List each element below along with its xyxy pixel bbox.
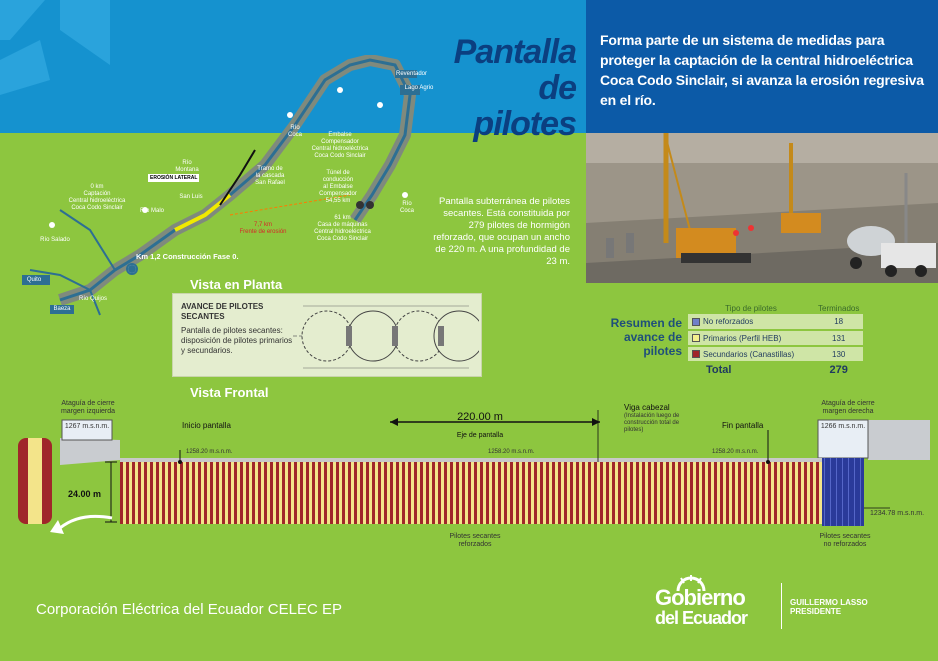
elev-1: 1258.20 m.s.n.m. (186, 449, 233, 455)
map-label-embalse: Embalse Compensador Central hidroeléctrica Coca Codo Sinclair (311, 132, 369, 159)
summary-title: Resumen de avance de pilotes (610, 316, 682, 358)
corporation-name: Corporación Eléctrica del Ecuador CELEC EP (36, 601, 342, 618)
row-value: 130 (814, 346, 863, 362)
row-value: 18 (814, 314, 863, 330)
map-label-rio-coca-2: Río Coca (399, 201, 414, 214)
plan-title: Vista en Planta (190, 277, 283, 292)
left-slope-label: Ataguía de cierre margen izquierda (60, 400, 116, 415)
map-label-km54: Túnel de conducción al Embalse Compensador 54,55 km (319, 170, 357, 204)
color-swatch (692, 350, 700, 358)
construction-photo (586, 133, 938, 283)
beam-label: Viga cabezal (624, 403, 670, 412)
map-label-erosion: 7,7 km Frente de erosión (239, 222, 287, 235)
total-row (688, 362, 863, 378)
map-label-rio-coca: Río Coca (287, 125, 302, 138)
headline: Forma parte de un sistema de medidas para proteger la captación de la central hidroeléctrica Coca Codo Sinclair, si avanza la erosión regresiva en el río. (600, 32, 924, 108)
axis-label: Eje de pantalla (456, 432, 504, 439)
map-label-quito: Quito (26, 277, 42, 283)
right-slope-label: Ataguía de cierre margen derecha (821, 400, 875, 415)
description: Pantalla subterránea de pilotes secantes. Está constituida por 279 pilotes de hormigón reforzado, que ocupan un ancho de 220 m. A una profundidad de 23 m. (433, 196, 570, 267)
map-label-km0: 0 km Captación Central hidroeléctrica Coca Codo Sinclair (68, 184, 126, 211)
map-label-baeza: Baeza (53, 306, 71, 312)
row-label: Secundarios (Canastillas) (703, 349, 795, 359)
gov-logo-line1: Gobierno (655, 585, 745, 610)
map-label-rio-salado: Río Salado (40, 237, 70, 243)
row-label: Primarios (Perfil HEB) (703, 333, 782, 343)
map-label-rio-malo: Río Malo (140, 208, 165, 214)
left-elev: 1267 m.s.n.m. (64, 423, 110, 430)
elev-2: 1258.20 m.s.n.m. (488, 449, 535, 455)
right-elev: 1266 m.s.n.m. (820, 423, 866, 430)
map-label-san-luis: San Luis (179, 194, 203, 200)
table-row (688, 330, 863, 346)
map-label-rio-montana: Río Montana (175, 160, 199, 173)
table-row (688, 346, 863, 362)
total-label: Total (688, 362, 814, 378)
map-label-erosion-lateral: EROSIÓN LATERAL (150, 175, 198, 181)
start-label: Inicio pantalla (182, 421, 231, 430)
color-swatch (692, 318, 700, 326)
end-label: Fin pantalla (722, 421, 764, 430)
bottom-elev: 1234.78 m.s.n.m. (870, 510, 925, 517)
depth-label: 24.00 m (68, 489, 102, 499)
front-title: Vista Frontal (190, 385, 269, 400)
reinforced-label: Pilotes secantes reforzados (449, 533, 501, 548)
government-logo (655, 585, 748, 628)
gov-logo-line2: del Ecuador (655, 608, 748, 628)
row-label: No reforzados (703, 317, 754, 326)
non-reinforced-label: Pilotes secantes no reforzados (819, 533, 871, 548)
map-label-tramo: Tramo de la cascada San Rafael (255, 166, 285, 186)
summary-table (688, 302, 863, 379)
logo-divider (781, 583, 782, 629)
map-label-reventador: Reventador (396, 71, 428, 77)
pile-plan-drawing (293, 298, 479, 374)
president-name: GUILLERMO LASSO (790, 598, 868, 607)
president (790, 598, 868, 616)
total-value: 279 (814, 362, 863, 378)
plan-box-text: Pantalla de pilotes secantes: disposición de pilotes primarios y secundarios. (181, 326, 293, 355)
row-value: 131 (814, 330, 863, 346)
color-swatch (692, 334, 700, 342)
elev-3: 1258.20 m.s.n.m. (712, 449, 759, 455)
map-label-rio-quijos: Río Quijos (78, 296, 107, 302)
map-label-lago-agrio: Lago Agrio (404, 85, 434, 91)
plan-box-heading: AVANCE DE PILOTES SECANTES (181, 302, 264, 321)
width-label: 220.00 m (457, 411, 503, 423)
president-title: PRESIDENTE (790, 607, 842, 616)
map-label-km61: 61 km Casa de máquinas Central hidroeléctrica Coca Codo Sinclair (314, 215, 371, 242)
page-title: Pantalla de pilotes (453, 33, 576, 143)
beam-note: (Instalación luego de construcción total de pilotes) (624, 413, 680, 433)
plan-box (172, 293, 482, 377)
table-row (688, 314, 863, 330)
summary-col-type: Tipo de pilotes (725, 303, 777, 313)
summary-col-done: Terminados (818, 303, 860, 313)
map-label-km12: Km 1,2 Construcción Fase 0. (136, 252, 239, 261)
